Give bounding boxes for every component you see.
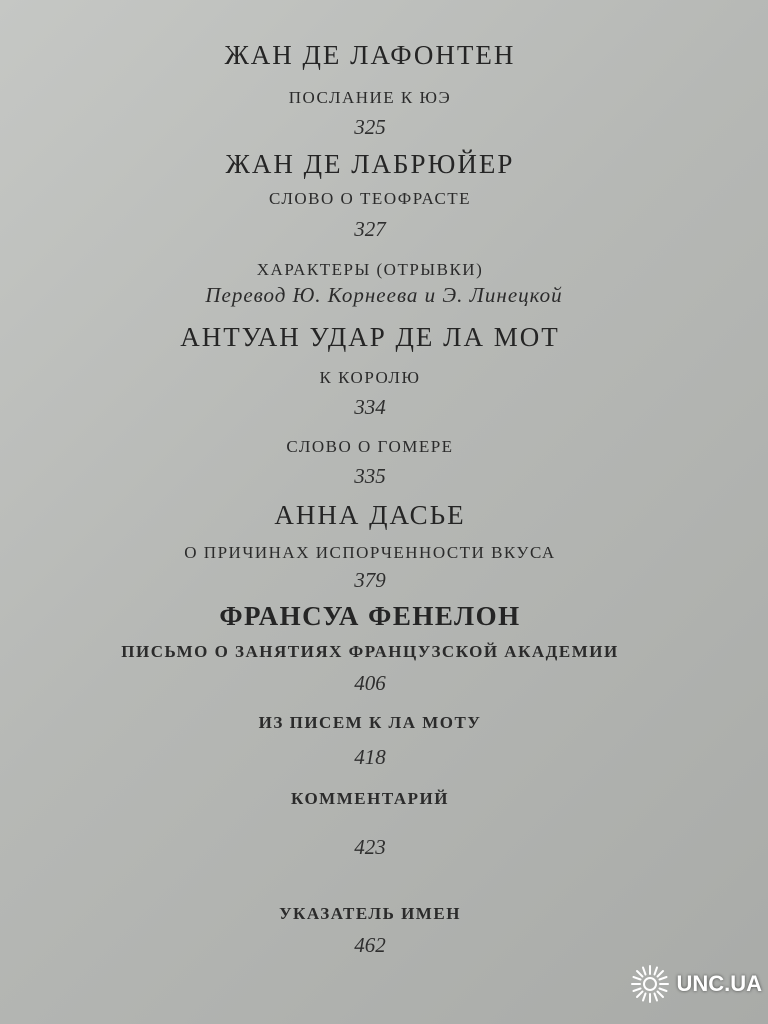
- toc-author-labruyere: ЖАН ДЕ ЛАБРЮЙЕР: [225, 149, 515, 179]
- toc-page-number: 406: [354, 671, 386, 695]
- toc-page-number: 334: [354, 395, 386, 419]
- toc-index-of-names: УКАЗАТЕЛЬ ИМЕН: [279, 904, 461, 923]
- toc-work-homer: СЛОВО О ГОМЕРЕ: [286, 437, 454, 456]
- toc-work-to-the-king: К КОРОЛЮ: [319, 368, 421, 387]
- toc-work-theophrastus: СЛОВО О ТЕОФРАСТЕ: [268, 189, 472, 208]
- toc-page-number: 327: [354, 217, 386, 241]
- toc-page-number: 418: [354, 745, 386, 769]
- watermark-text: UNC.UA: [676, 971, 762, 996]
- toc-work-letters-la-motte: ИЗ ПИСЕМ К ЛА МОТУ: [258, 713, 482, 732]
- toc-page-number: 335: [354, 464, 386, 488]
- toc-author-dacier: АННА ДАСЬЕ: [274, 500, 466, 530]
- toc-work-corruption-of-taste: О ПРИЧИНАХ ИСПОРЧЕННОСТИ ВКУСА: [184, 543, 556, 562]
- toc-author-lafontaine: ЖАН ДЕ ЛАФОНТЕН: [224, 40, 516, 70]
- toc-page-number: 423: [354, 835, 386, 859]
- toc-author-houdar-de-la-motte: АНТУАН УДАР ДЕ ЛА МОТ: [180, 322, 560, 352]
- toc-work-epistle-huet: ПОСЛАНИЕ К ЮЭ: [288, 88, 452, 107]
- toc-translator-credit: Перевод Ю. Корнеева и Э. Линецкой: [205, 283, 563, 307]
- toc-page-number: 325: [354, 115, 386, 139]
- toc-author-fenelon: ФРАНСУА ФЕНЕЛОН: [219, 601, 521, 631]
- toc-work-characters: ХАРАКТЕРЫ (ОТРЫВКИ): [256, 260, 484, 279]
- toc-commentary: КОММЕНТАРИЙ: [291, 789, 449, 808]
- site-watermark: [630, 964, 762, 1004]
- sun-burst-icon: [630, 964, 670, 1004]
- toc-work-letter-academy: ПИСЬМО О ЗАНЯТИЯХ ФРАНЦУЗСКОЙ АКАДЕМИИ: [121, 642, 619, 661]
- toc-page-number: 379: [354, 568, 386, 592]
- toc-page-number: 462: [354, 933, 386, 957]
